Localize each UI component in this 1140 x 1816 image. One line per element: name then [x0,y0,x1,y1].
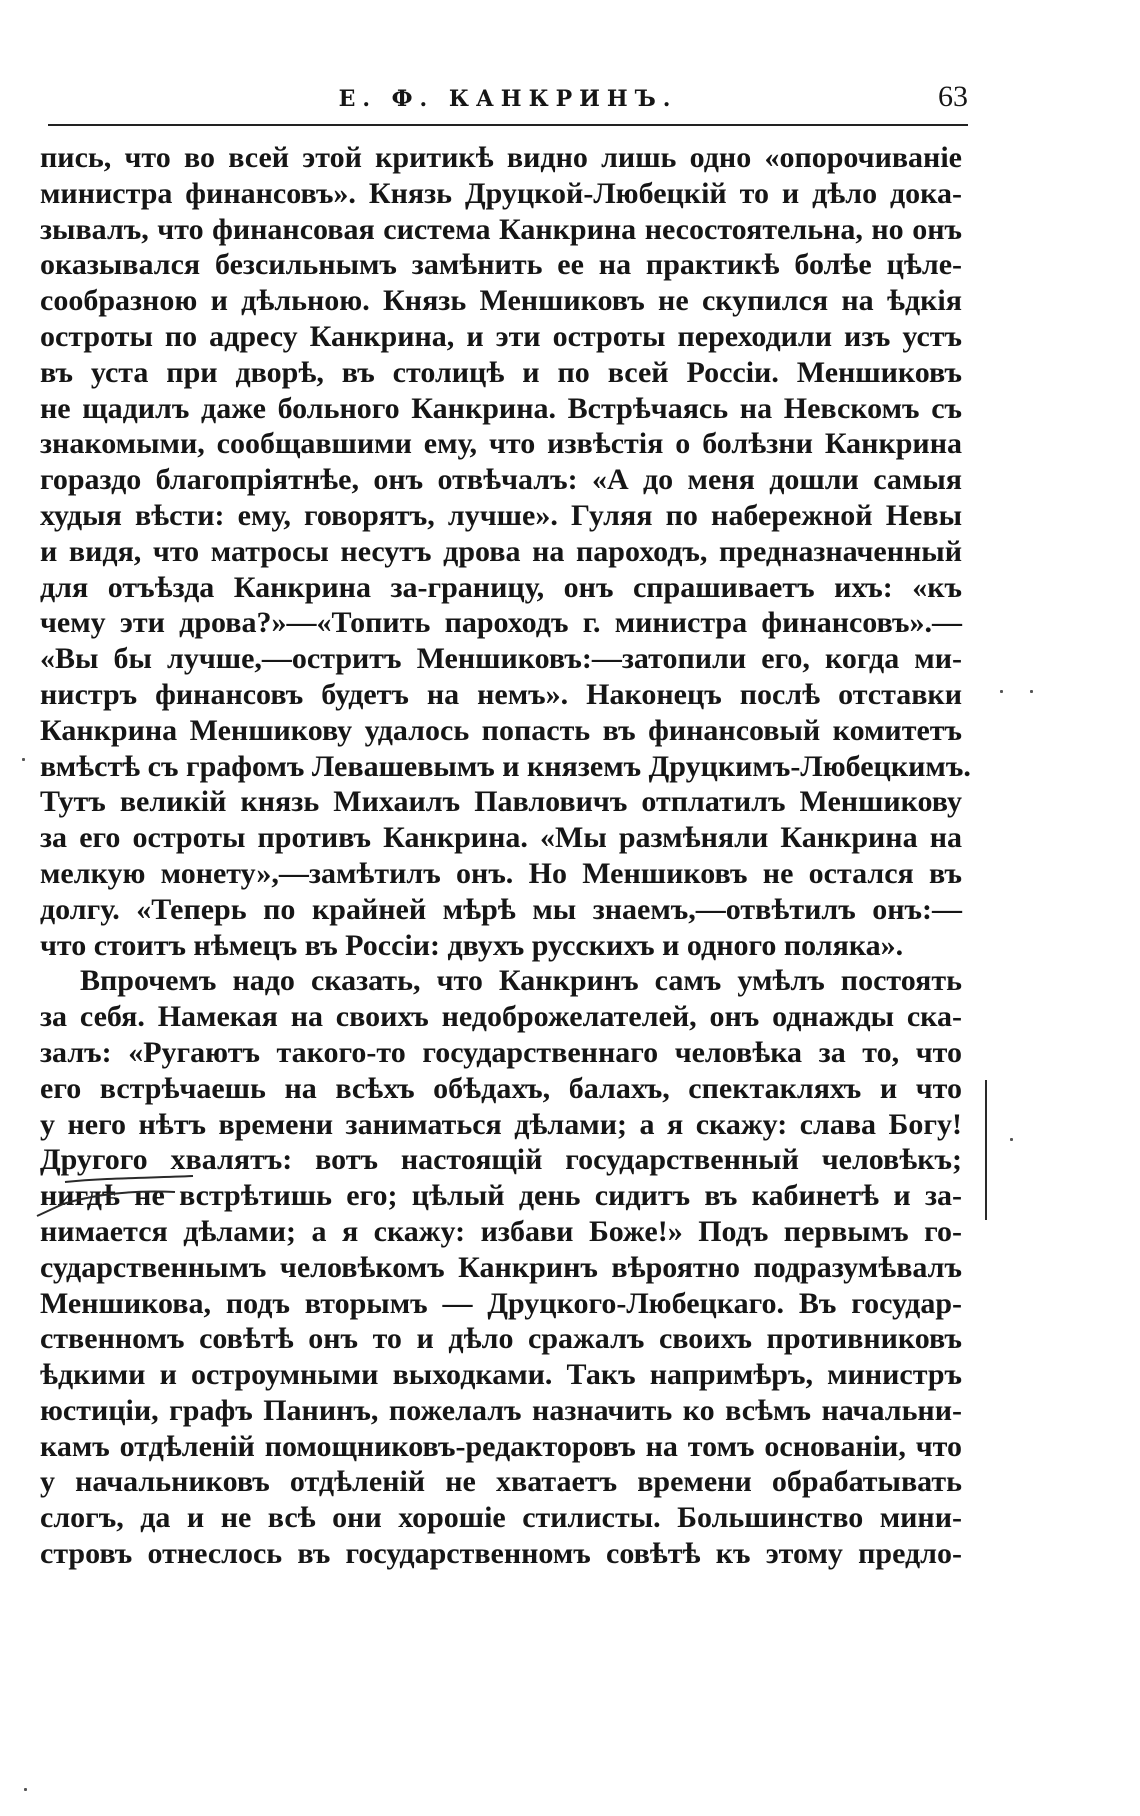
pencil-underline-flourish [25,1158,205,1218]
text-line: Меншикова, подъ вторымъ — Друцкого-Любецкаго. Въ государ- [40,1286,962,1320]
margin-speck [22,758,25,761]
margin-speck [1010,1138,1013,1141]
text-line-paragraph-start: Впрочемъ надо сказать, что Канкринъ самъ умѣлъ постоять [80,964,962,998]
text-line: «Вы бы лучше,—остритъ Меншиковъ:—затопили его, когда ми- [40,642,962,676]
text-line: нигдѣ не встрѣтишь его; цѣлый день сидитъ въ кабинетѣ и за- [40,1179,962,1213]
text-line: ственномъ совѣтѣ онъ то и дѣло сражалъ своихъ противниковъ [40,1322,962,1356]
text-line: оказывался безсильнымъ замѣнить ее на практикѣ болѣе цѣле- [40,248,962,282]
text-line: пись, что во всей этой критикѣ видно лишь одно «опорочиваніе [40,141,962,174]
running-head [48,80,968,124]
text-line: худыя вѣсти: ему, говорятъ, лучше». Гуляя по набережной Невы [40,498,962,532]
text-line: сообразною и дѣльною. Князь Меншиковъ не скупился на ѣдкія [40,284,962,318]
margin-pencil-line [985,1080,987,1220]
text-line: его встрѣчаешь на всѣхъ обѣдахъ, балахъ, спектакляхъ и что [40,1071,962,1105]
text-line: не щадилъ даже больного Канкрина. Встрѣчаясь на Невскомъ съ [40,391,962,425]
text-line: вмѣстѣ съ графомъ Левашевымъ и княземъ Друцкимъ-Любецкимъ. [40,749,971,783]
text-line: залъ: «Ругаютъ такого-то государственнаго человѣка за то, что [40,1035,962,1069]
text-line: Канкрина Меншикову удалось попасть въ финансовый комитетъ [40,713,962,747]
text-line: слогъ, да и не всѣ они хорошіе стилисты. Большинство мини- [40,1501,962,1535]
text-line: стровъ отнеслось въ государственномъ совѣтѣ къ этому предло- [40,1537,962,1571]
running-title: Е. Ф. КАНКРИНЪ. [338,86,678,112]
text-line: остроты по адресу Канкрина, и эти остроты переходили изъ устъ [40,319,962,353]
text-line-paragraph-end: что стоитъ нѣмецъ въ Россіи: двухъ русскихъ и одного поляка». [40,928,904,962]
text-line: за себя. Намекая на своихъ недоброжелателей, онъ однажды ска- [40,1000,962,1034]
text-line: министра финансовъ». Князь Друцкой-Любецкій то и дѣло дока- [40,176,962,210]
header-rule [48,124,968,126]
text-line: чему эти дрова?»—«Топить пароходъ г. министра финансовъ».— [40,606,962,640]
text-line: у него нѣтъ времени заниматься дѣлами; а я скажу: слава Богу! [40,1107,962,1141]
text-line: за его остроты противъ Канкрина. «Мы размѣняли Канкрина на [40,821,962,855]
margin-speck [1000,690,1003,693]
margin-speck [24,1788,27,1791]
text-line: юстиціи, графъ Панинъ, пожелалъ назначить ко всѣмъ начальни- [40,1393,962,1427]
text-line: для отъѣзда Канкрина за-границу, онъ спрашиваетъ ихъ: «къ [40,570,962,604]
page-number: 63 [938,80,968,113]
text-line: нимается дѣлами; а я скажу: избави Боже!» Подъ первымъ го- [40,1214,962,1248]
body-text [40,140,971,1572]
text-line: Другого хвалятъ: вотъ настоящій государственный человѣкъ; [40,1143,962,1177]
text-line: ѣдкими и остроумными выходками. Такъ напримѣръ, министръ [40,1358,962,1392]
text-line: Тутъ великій князь Михаилъ Павловичъ отплатилъ Меншикову [40,785,962,819]
text-line: у начальниковъ отдѣленій не хватаетъ времени обрабатывать [40,1465,962,1499]
text-line: гораздо благопріятнѣе, онъ отвѣчалъ: «А до меня дошли самыя [40,463,962,497]
text-line: нистръ финансовъ будетъ на немъ». Наконецъ послѣ отставки [40,677,962,711]
margin-speck [1030,690,1033,693]
text-line: долгу. «Теперь по крайней мѣрѣ мы знаемъ,—отвѣтилъ онъ:— [40,892,962,926]
text-line: въ уста при дворѣ, въ столицѣ и по всей Россіи. Меншиковъ [40,355,962,389]
text-line: знакомыми, сообщавшими ему, что извѣстія о болѣзни Канкрина [40,427,962,461]
text-line: и видя, что матросы несутъ дрова на пароходъ, предназначенный [40,534,962,568]
text-line: зывалъ, что финансовая система Канкрина несостоятельна, но онъ [40,212,962,246]
text-line: мелкую монету»,—замѣтилъ онъ. Но Меншиковъ не остался въ [40,856,962,890]
text-line: камъ отдѣленій помощниковъ-редакторовъ на томъ основаніи, что [40,1429,962,1463]
text-line: сударственнымъ человѣкомъ Канкринъ вѣроятно подразумѣвалъ [40,1250,962,1284]
